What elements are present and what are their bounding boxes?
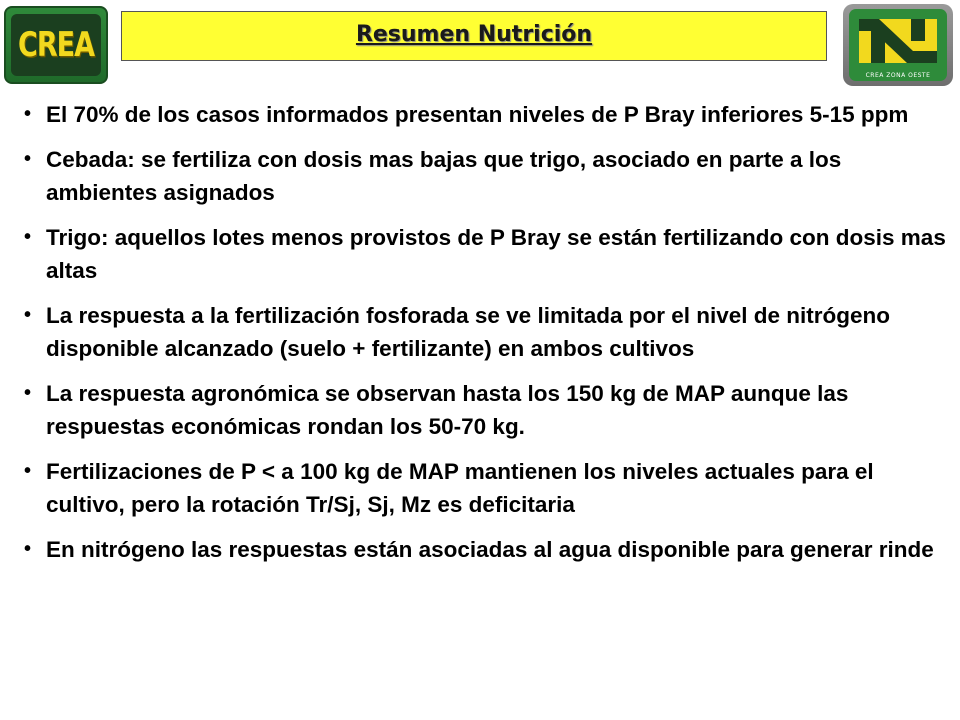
bullet-text: Fertilizaciones de P < a 100 kg de MAP mantienen los niveles actuales para el cultivo, pero la rotación Tr/Sj, Sj, Mz es deficitaria [46,459,874,517]
bullet-text: El 70% de los casos informados presentan niveles de P Bray inferiores 5-15 ppm [46,102,909,127]
bullet-list [24,98,954,578]
page-title: Resumen Nutrición [355,22,593,47]
bullet-dot-icon: • [24,538,32,560]
bullet-text: La respuesta a la fertilización fosforada se ve limitada por el nivel de nitrógeno disponible alcanzado (suelo + fertilizante) en ambos cultivos [46,303,890,361]
bullet-text: En nitrógeno las respuestas están asociadas al agua disponible para generar rinde [46,537,934,562]
bullet-dot-icon: • [24,226,32,248]
bullet-item [24,143,954,209]
title-banner [121,11,827,61]
bullet-text: Cebada: se fertiliza con dosis mas bajas que trigo, asociado en parte a los ambientes asignados [46,147,842,205]
bullet-dot-icon: • [24,103,32,125]
crea-logo-text: CREA [18,25,94,65]
bullet-item [24,377,954,443]
bullet-dot-icon: • [24,148,32,170]
bullet-dot-icon: • [24,460,32,482]
bullet-item [24,221,954,287]
bullet-item [24,455,954,521]
bullet-dot-icon: • [24,304,32,326]
zona-oeste-logo-caption: CREA ZONA OESTE [865,72,931,79]
bullet-text: Trigo: aquellos lotes menos provistos de P Bray se están fertilizando con dosis mas altas [46,225,946,283]
bullet-text: La respuesta agronómica se observan hasta los 150 kg de MAP aunque las respuestas económicas rondan los 50-70 kg. [46,381,849,439]
crea-logo-badge [11,14,101,76]
bullet-item [24,533,954,566]
bullet-item [24,98,954,131]
bullet-dot-icon: • [24,382,32,404]
crea-zona-oeste-logo [843,4,953,86]
zona-oeste-logo-badge [849,9,947,81]
bullet-item [24,299,954,365]
crea-logo [4,6,108,84]
zona-oeste-mark-icon [849,9,947,81]
